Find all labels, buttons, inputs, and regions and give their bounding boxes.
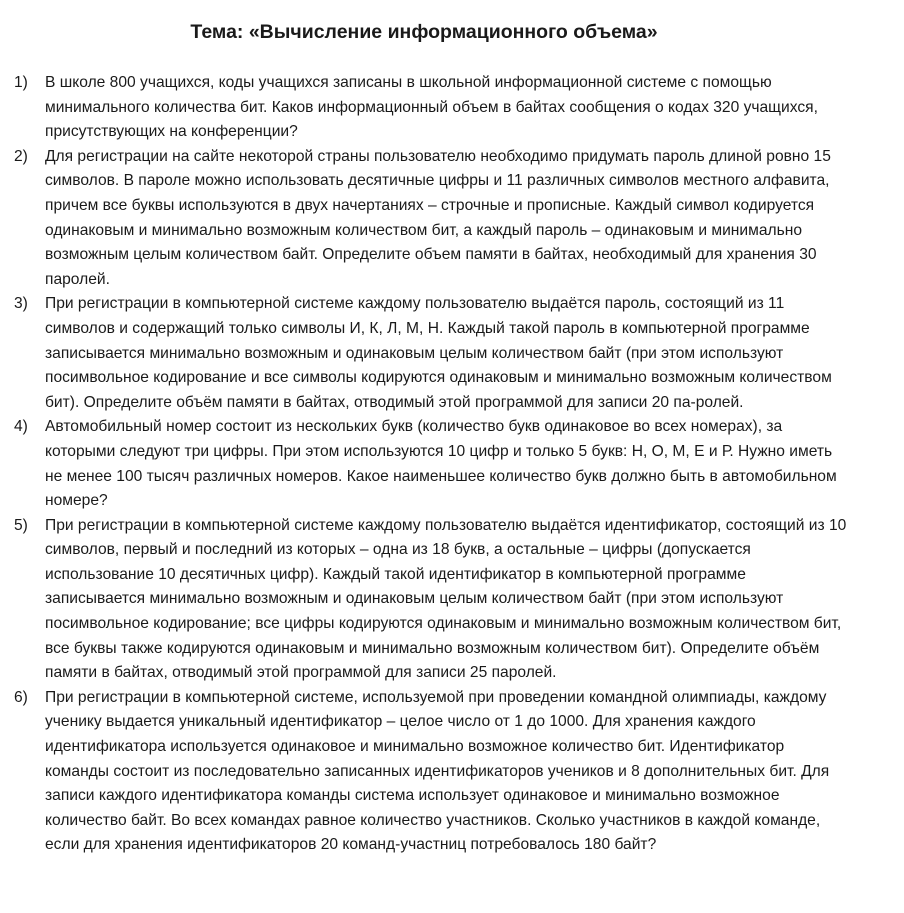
task-text: При регистрации в компьютерной системе каждому пользователю выдаётся идентификатор, состоящий из 10 символов, первый и последний из которых – одна из 18 букв, а остальные – цифры (допускается использование 10 десятичных цифр). Каждый такой идентификатор в компьютерной программе записывается минимально возможным и одинаковым целым количеством байт (при этом используют посимвольное кодирование; все цифры кодируются одинаковым и минимально возможным количеством бит, все буквы также кодируются одинаковым и минимально возможным количеством бит). Определите объём памяти в байтах, отводимый этой программой для записи 25 паролей. (45, 516, 847, 682)
task-item (0, 514, 850, 686)
task-text: Автомобильный номер состоит из нескольких букв (количество букв одинаковое во всех номерах), за которыми следуют три цифры. При этом используются 10 цифр и только 5 букв: Н, О, М, Е и Р. Нужно иметь не менее 100 тысяч различных номеров. Какое наименьшее количество букв должно быть в автомобильном номере? (45, 418, 837, 510)
task-item (0, 686, 850, 858)
task-text: При регистрации в компьютерной системе, используемой при проведении командной олимпиады, каждому ученику выдается уникальный идентификатор – целое число от 1 до 1000. Для хранения каждого идентификатора используется одинаковое и минимально возможное количество бит. Идентификатор команды состоит из последовательно записанных идентификаторов учеников и 8 дополнительных бит. Для записи каждого идентификатора команды система использует одинаковое и минимально возможное количество байт. Во всех командах равное количество участников. Сколько участников в каждой команде, если для хранения идентификаторов 20 команд-участниц потребовалось 180 байт? (45, 688, 830, 854)
task-item (0, 145, 850, 293)
task-number: 6) (14, 688, 28, 706)
task-text: При регистрации в компьютерной системе каждому пользователю выдаётся пароль, состоящий из 11 символов и содержащий только символы И, К, Л, М, Н. Каждый такой пароль в компьютерной программе записывается минимально возможным и одинаковым целым количеством байт (при этом используют посимвольное кодирование и все символы кодируются одинаковым и минимально возможным количеством бит). Определите объём памяти в байтах, отводимый этой программой для записи 20 па-ролей. (45, 295, 832, 411)
task-number: 1) (14, 74, 28, 91)
page-title: Тема: «Вычисление информационного объема» (190, 21, 658, 43)
task-text: В школе 800 учащихся, коды учащихся записаны в школьной информационной системе с помощью минимального количества бит. Каков информационный объем в байтах сообщения о кодах 320 учащихся, присутствующих на конференции? (45, 74, 818, 141)
task-item (0, 415, 850, 513)
task-item (0, 292, 850, 415)
task-number: 4) (14, 418, 28, 436)
task-number: 2) (14, 147, 28, 165)
task-text: Для регистрации на сайте некоторой страны пользователю необходимо придумать пароль длиной ровно 15 символов. В пароле можно использовать десятичные цифры и 11 различных символов местного алфавита, причем все буквы используются в двух начертаниях – строчные и прописные. Каждый символ кодируется одинаковым и минимально возможным количеством бит, а каждый пароль – одинаковым и минимально возможным целым количеством байт. Определите объем памяти в байтах, необходимый для хранения 30 паролей. (45, 147, 831, 288)
task-item (0, 71, 850, 145)
task-number: 3) (14, 295, 28, 313)
task-list (0, 71, 904, 858)
task-number: 5) (14, 516, 28, 534)
